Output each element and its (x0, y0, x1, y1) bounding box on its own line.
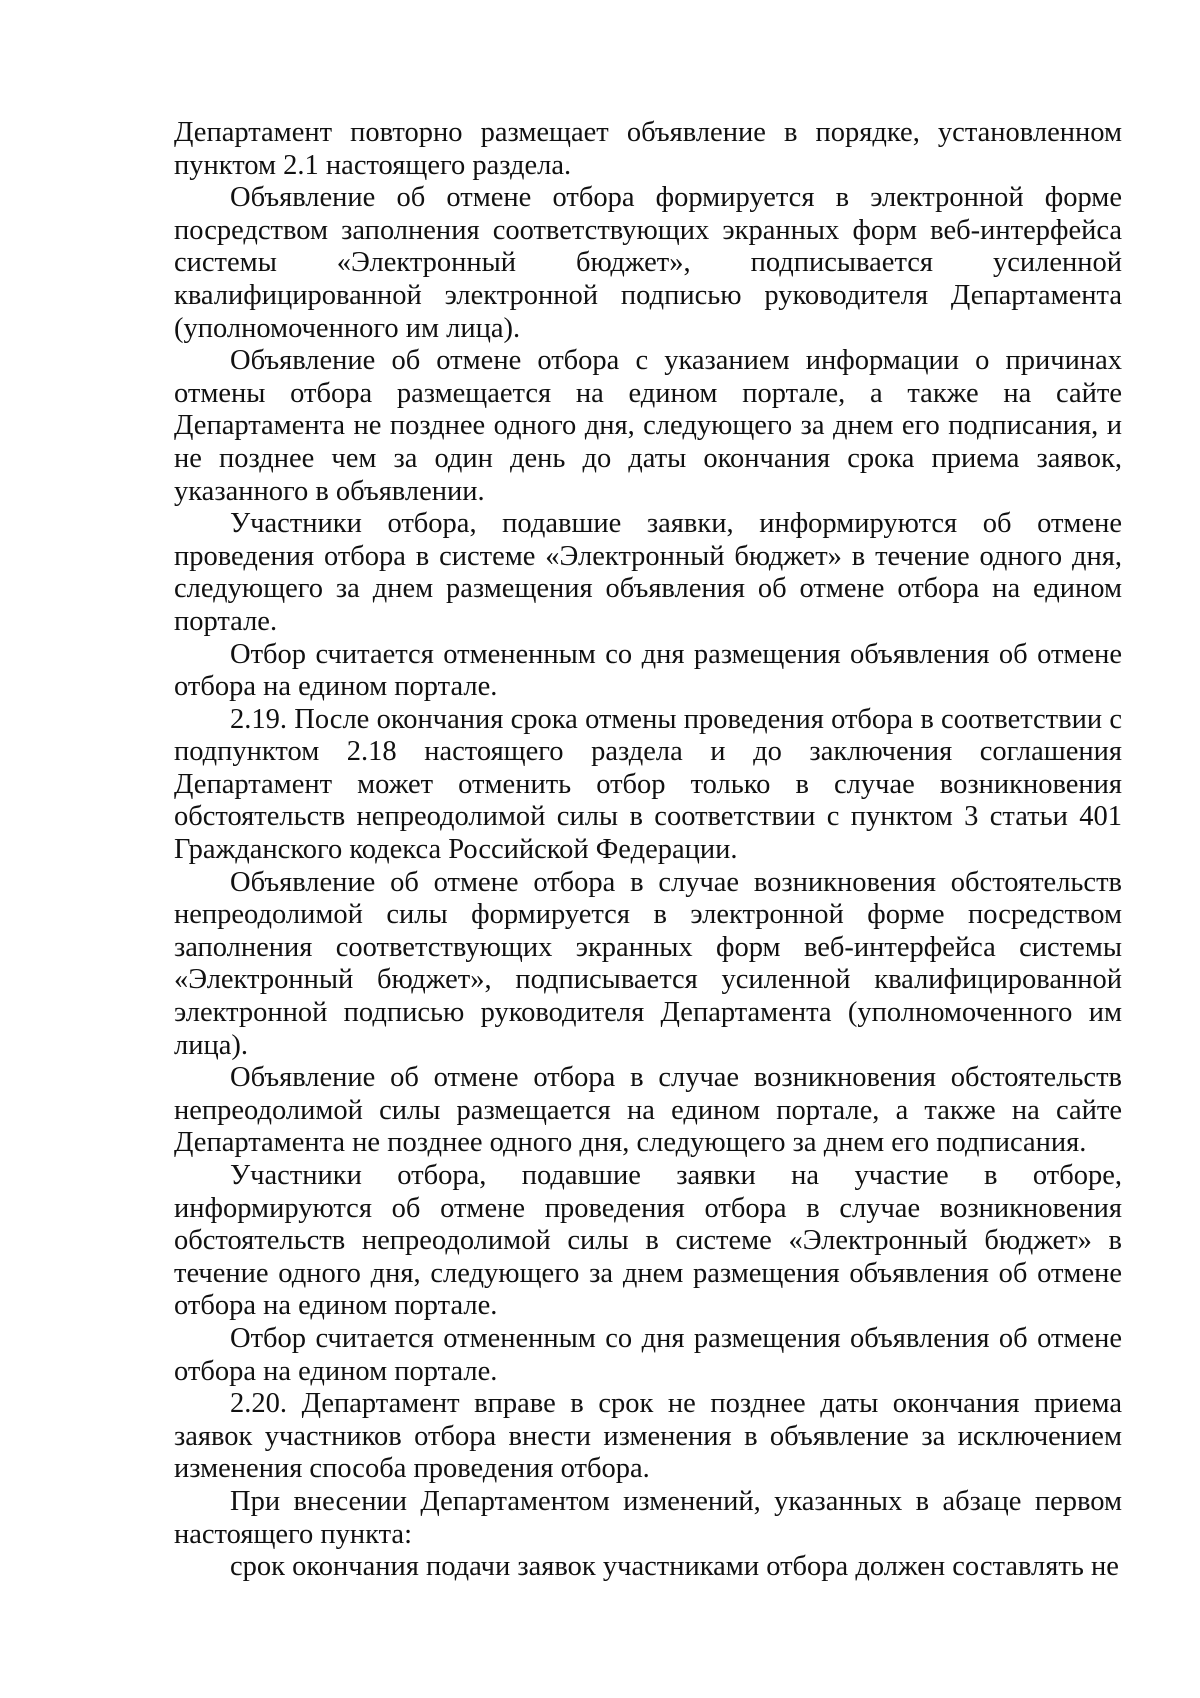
paragraph-7: Объявление об отмене отбора в случае возникновения обстоятельств непреодолимой силы формируется в электронной форме посредством заполнения соответствующих экранных форм веб-интерфейса системы «Электронный бюджет», подписывается усиленной квалифицированной электронной подписью руководителя Департамента (уполномоченного им лица). (174, 866, 1122, 1061)
paragraph-6: 2.19. После окончания срока отмены проведения отбора в соответствии с подпунктом 2.18 настоящего раздела и до заключения соглашения Департамент может отменить отбор только в случае возникновения обстоятельств непреодолимой силы в соответствии с пунктом 3 статьи 401 Гражданского кодекса Российской Федерации. (174, 703, 1122, 866)
document-page (174, 117, 1122, 1584)
paragraph-12: При внесении Департаментом изменений, указанных в абзаце первом настоящего пункта: (174, 1485, 1122, 1550)
paragraph-10: Отбор считается отмененным со дня размещения объявления об отмене отбора на едином портале. (174, 1322, 1122, 1387)
paragraph-11: 2.20. Департамент вправе в срок не позднее даты окончания приема заявок участников отбора внести изменения в объявление за исключением изменения способа проведения отбора. (174, 1388, 1122, 1485)
paragraph-8: Объявление об отмене отбора в случае возникновения обстоятельств непреодолимой силы размещается на едином портале, а также на сайте Департамента не позднее одного дня, следующего за днем его подписания. (174, 1062, 1122, 1159)
paragraph-13: срок окончания подачи заявок участниками отбора должен составлять не (230, 1551, 1119, 1583)
paragraph-4: Участники отбора, подавшие заявки, информируются об отмене проведения отбора в системе «Электронный бюджет» в течение одного дня, следующего за днем размещения объявления об отмене отбора на едином портале. (174, 508, 1122, 637)
paragraph-9: Участники отбора, подавшие заявки на участие в отборе, информируются об отмене проведения отбора в случае возникновения обстоятельств непреодолимой силы в системе «Электронный бюджет» в течение одного дня, следующего за днем размещения объявления об отмене отбора на едином портале. (174, 1160, 1122, 1322)
paragraph-5: Отбор считается отмененным со дня размещения объявления об отмене отбора на едином портале. (174, 638, 1122, 703)
paragraph-3: Объявление об отмене отбора с указанием информации о причинах отмены отбора размещается на едином портале, а также на сайте Департамента не позднее одного дня, следующего за днем его подписания, и не позднее чем за один день до даты окончания срока приема заявок, указанного в объявлении. (174, 345, 1122, 507)
paragraph-1: Департамент повторно размещает объявление в порядке, установленном пунктом 2.1 настоящего раздела. (174, 117, 1122, 181)
paragraph-2: Объявление об отмене отбора формируется в электронной форме посредством заполнения соответствующих экранных форм веб-интерфейса системы «Электронный бюджет», подписывается усиленной квалифицированной электронной подписью руководителя Департамента (уполномоченного им лица). (174, 182, 1122, 344)
